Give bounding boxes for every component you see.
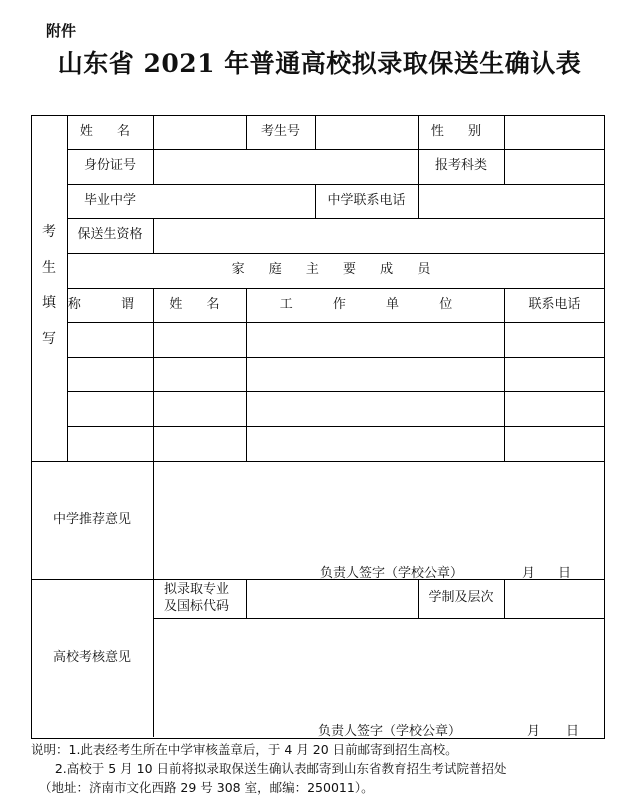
family-members-header: 家 庭 主 要 成 员 [231,262,441,278]
side-char: 写 [42,330,56,347]
major-code-label: 拟录取专业 及国标代码 [164,582,230,614]
university-signature: 负责人签字（学校公章） [318,724,462,739]
note-line: （地址：济南市文化西路 29 号 308 室，邮编：250011）。 [31,780,374,795]
middle-school-day: 日 [558,566,572,581]
attachment-label: 附件 [46,22,77,40]
family-col-name: 姓 名 [169,296,230,312]
graduate-school-field[interactable] [153,184,315,218]
middle-school-signature: 负责人签字（学校公章） [320,566,464,581]
family-col-workplace: 工 作 单 位 [279,296,471,312]
exam-number-label: 考生号 [260,123,300,139]
gender-label: 性 别 [430,123,492,139]
row-divider [67,322,605,323]
row-divider [67,391,605,392]
middle-school-opinion-field[interactable] [154,462,604,562]
school-phone-label: 中学联系电话 [327,192,406,208]
side-char: 填 [42,295,56,311]
exam-number-field[interactable] [315,115,418,149]
name-label: 姓 名 [79,123,141,139]
university-month: 月 [527,724,541,739]
page-title: 山东省 2021 年普通高校拟录取保送生确认表 [57,49,582,78]
subject-type-field[interactable] [504,149,605,184]
university-day: 日 [566,724,580,739]
qualification-field[interactable] [153,218,605,253]
middle-school-month: 月 [522,566,536,581]
school-system-field[interactable] [504,579,605,618]
major-code-field[interactable] [246,579,418,618]
family-col-phone: 联系电话 [528,296,581,312]
family-col-relation: 称 谓 [67,296,153,312]
note-line: 说明：1.此表经考生所在中学审核盖章后，于 4 月 20 日前邮寄到招生高校。 [31,742,458,757]
graduate-school-label: 毕业中学 [83,192,136,208]
id-number-label: 身份证号 [83,158,136,174]
side-char: 考 [42,224,56,240]
side-char: 生 [42,259,56,276]
school-system-label: 学制及层次 [428,590,494,606]
school-phone-field[interactable] [418,184,605,218]
row-divider [67,426,605,427]
row-divider [67,357,605,358]
subject-type-label: 报考科类 [434,158,487,174]
note-line: 2.高校于 5 月 10 日前将拟录取保送生确认表邮寄到山东省教育招生考试院普招处 [31,761,507,776]
notes [31,740,507,797]
qualification-label: 保送生资格 [77,227,143,243]
id-number-field[interactable] [153,149,418,184]
middle-school-opinion-label: 中学推荐意见 [52,511,131,527]
university-opinion-field[interactable] [154,619,604,717]
student-fill-side-label [31,216,67,356]
gender-field[interactable] [504,115,605,149]
name-field[interactable] [153,115,246,149]
university-opinion-label: 高校考核意见 [52,649,131,665]
